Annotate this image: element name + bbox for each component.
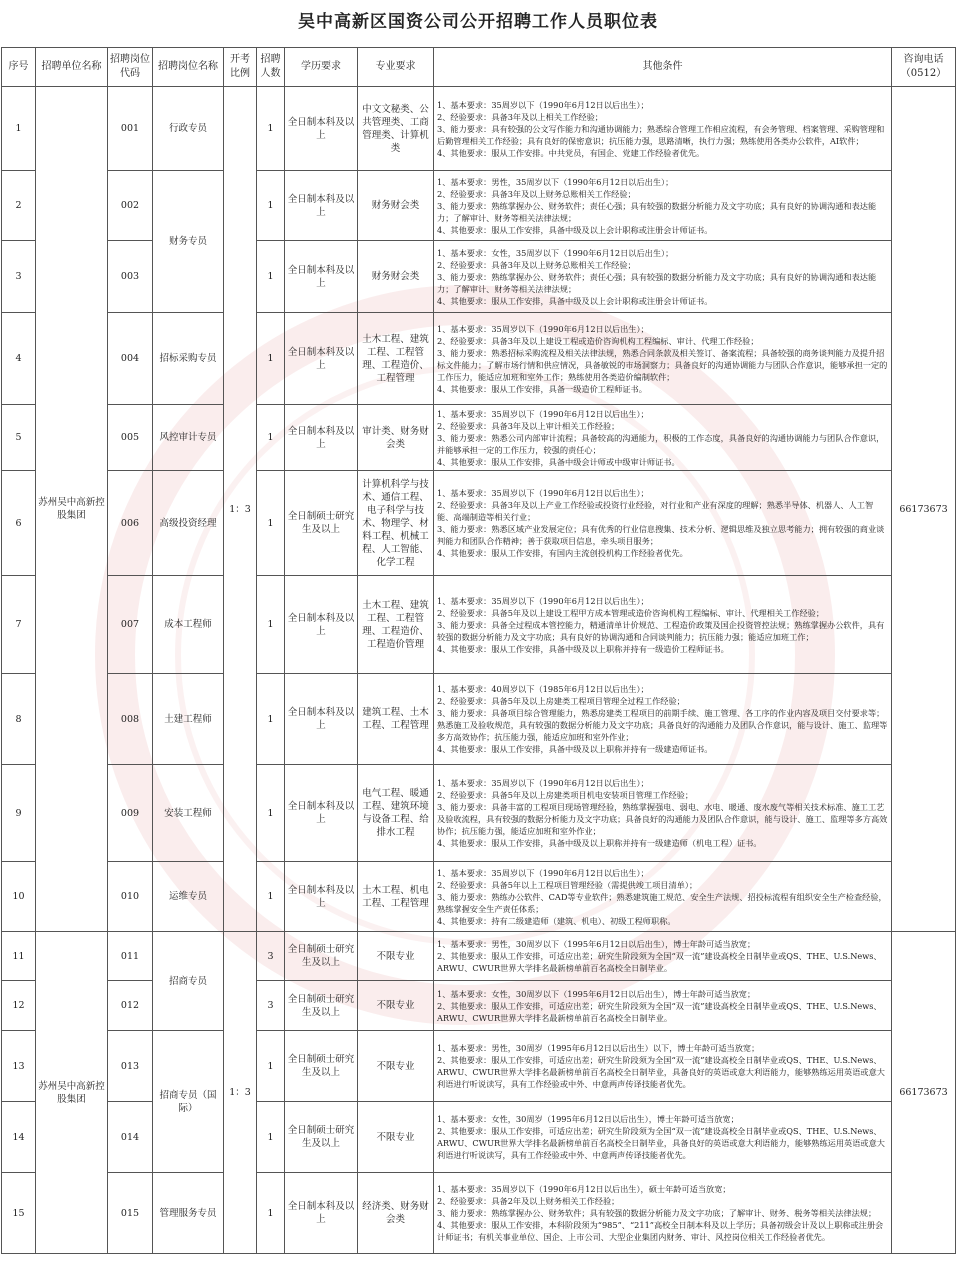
condition-line: 2、经验要求：具备3年及以上财务总账相关工作经验；: [437, 259, 636, 270]
row-index: 4: [2, 313, 36, 405]
other-conditions: [434, 576, 892, 674]
condition-line: 2、经验要求：具备2年及以上财务相关工作经验；: [437, 1196, 620, 1206]
condition-line: 4、其他要求：服从工作安排。中共党员，有国企、党建工作经验者优先。: [437, 147, 705, 158]
row-index: 9: [2, 765, 36, 862]
post-code: 006: [108, 471, 153, 576]
page-title: 吴中高新区国资公司公开招聘工作人员职位表: [298, 12, 658, 32]
condition-line: 2、经验要求：具备3年及以上相关工作经验；: [437, 111, 603, 122]
post-code: 012: [108, 981, 153, 1031]
job-table: [1, 47, 956, 1254]
post-name: 土建工程师: [153, 674, 224, 765]
header-phone: 咨询电话（0512）: [892, 48, 956, 87]
other-conditions: [434, 1031, 892, 1102]
table-row: [2, 1102, 956, 1173]
education-requirement: 全日制本科及以上: [285, 765, 358, 862]
table-row: [2, 765, 956, 862]
post-name: 管理服务专员: [153, 1173, 224, 1254]
row-index: 15: [2, 1173, 36, 1254]
major-requirement: 经济类、财务财会类: [358, 1173, 434, 1254]
other-conditions: [434, 313, 892, 405]
other-conditions: [434, 862, 892, 932]
header-row: [2, 48, 956, 87]
condition-line: 4、其他要求：服从工作安排，具备中级及以上职称并持有一级造价工程师证书。: [437, 643, 729, 654]
condition-line: 2、其他要求：服从工作安排，可适应出差；研究生阶段须为全国“双一流”建设高校全日制毕业或QS、THE、U.S.News、ARWU、CWUR世界大学排名最新榜单前百名高校全日制毕业。: [437, 1000, 882, 1023]
condition-line: 2、其他要求：服从工作安排，可适应出差；研究生阶段须为全国“双一流”建设高校全日制毕业或QS、THE、U.S.News、ARWU、CWUR世界大学排名最新榜单前百名高校全日制毕业，具备良好的英语或意大利语能力，能够熟练运用英语或意大利语进行听说读写，具有工作经验或中外、中意两声传译技能者优先。: [437, 1055, 885, 1089]
condition-line: 4、其他要求：服从工作安排，具备中级及以上职称并持有一级建造师（机电工程）证书。: [437, 838, 762, 848]
hire-count: 1: [257, 241, 285, 313]
education-requirement: 全日制本科及以上: [285, 674, 358, 765]
table-row: [2, 1031, 956, 1102]
education-requirement: 全日制本科及以上: [285, 87, 358, 171]
condition-line: 3、能力要求：熟练掌握办公、财务软件；责任心强；具有较强的数据分析能力及文字功底；具有良好的协调沟通和表达能力；了解审计、财务等相关法律法规；: [437, 200, 877, 223]
post-name: 成本工程师: [153, 576, 224, 674]
condition-line: 2、其他要求：服从工作安排，可适应出差；研究生阶段须为全国“双一流”建设高校全日制毕业或QS、THE、U.S.News、ARWU、CWUR世界大学排名最新榜单前百名高校全日制毕业，具备良好的英语或意大利语能力，能够熟练运用英语或意大利语进行听说读写，具有工作经验或中外、中意两声传译技能者优先。: [437, 1126, 885, 1160]
post-code: 005: [108, 405, 153, 471]
hire-count: 1: [257, 576, 285, 674]
table-row: [2, 471, 956, 576]
post-name: 高级投资经理: [153, 471, 224, 576]
post-name: 运维专员: [153, 862, 224, 932]
header-index: 序号: [2, 48, 36, 87]
condition-line: 4、其他要求：服从工作安排，有国内主流创投机构工作经验者优先。: [437, 548, 688, 558]
table-row: [2, 576, 956, 674]
post-name: 招标采购专员: [153, 313, 224, 405]
contact-phone: 66173673: [892, 932, 956, 1254]
education-requirement: 全日制硕士研究生及以上: [285, 1102, 358, 1173]
row-index: 5: [2, 405, 36, 471]
row-index: 1: [2, 87, 36, 171]
major-requirement: 不限专业: [358, 1102, 434, 1173]
condition-line: 4、其他要求：持有二级建造师（建筑、机电）、初级工程师职称。: [437, 915, 676, 926]
condition-line: 3、能力要求：熟练掌握办公、财务软件；责任心强；具有较强的数据分析能力及文字功底；具有良好的协调沟通和表达能力；了解审计、财务等相关法律法规；: [437, 271, 877, 294]
header-education: 学历要求: [285, 48, 358, 87]
other-conditions: [434, 1102, 892, 1173]
header-ratio: 开考比例: [224, 48, 257, 87]
other-conditions: [434, 241, 892, 313]
hire-count: 3: [257, 932, 285, 981]
exam-ratio: 1：3: [224, 87, 257, 932]
condition-line: 1、基本要求：女性，30周岁以下（1995年6月12日以后出生），博士年龄可适当放宽；: [437, 988, 756, 999]
condition-line: 1、基本要求：35周岁以下（1990年6月12日以后出生）；: [437, 488, 649, 498]
table-row: [2, 171, 956, 241]
row-index: 12: [2, 981, 36, 1031]
header-count: 招聘人数: [257, 48, 285, 87]
education-requirement: 全日制本科及以上: [285, 313, 358, 405]
post-code: 015: [108, 1173, 153, 1254]
major-requirement: 计算机科学与技术、通信工程、电子科学与技术、物理学、材料工程、机械工程、人工智能、化学工程: [358, 471, 434, 576]
row-index: 6: [2, 471, 36, 576]
condition-line: 1、基本要求：男性，30周岁（1995年6月12日以后出生）以下，博士年龄可适当放宽；: [437, 1043, 760, 1053]
post-name: 招商专员（国际）: [153, 1031, 224, 1173]
header-unit: 招聘单位名称: [36, 48, 108, 87]
condition-line: 4、其他要求：服从工作安排，具备中级及以上职称并持有一级建造师证书。: [437, 744, 713, 754]
table-row: [2, 674, 956, 765]
major-requirement: 建筑工程、土木工程、工程管理: [358, 674, 434, 765]
post-code: 014: [108, 1102, 153, 1173]
major-requirement: 不限专业: [358, 932, 434, 981]
major-requirement: 中文文秘类、公共管理类、工商管理类、计算机类: [358, 87, 434, 171]
condition-line: 3、能力要求：具备项目综合管理能力，熟悉房建类工程项目的前期手续、施工管理、各工序的作业内容及项目交付要求等；熟悉施工及验收规范，具有较强的数据分析能力及文字功底；具备良好的沟通能力及团队合作意识，能与设计、施工、监理等多方高效协作；抗压能力强，能适应加班和室外作业；: [437, 708, 888, 742]
other-conditions: [434, 932, 892, 981]
condition-line: 3、能力要求：熟练办公软件、CAD等专业软件；熟悉建筑施工规范、安全生产法规、招投标流程有组织安全生产检查经验，熟练掌握安全生产责任体系；: [437, 891, 887, 914]
table-row: [2, 862, 956, 932]
unit-name: 苏州吴中高新控股集团: [36, 87, 108, 932]
condition-line: 2、经验要求：具备5年及以上房建类工程项目管理全过程工作经验；: [437, 696, 685, 706]
hire-count: 1: [257, 1173, 285, 1254]
post-name: 财务专员: [153, 171, 224, 313]
post-code: 013: [108, 1031, 153, 1102]
hire-count: 3: [257, 981, 285, 1031]
header-code: 招聘岗位代码: [108, 48, 153, 87]
hire-count: 1: [257, 313, 285, 405]
post-code: 011: [108, 932, 153, 981]
condition-line: 1、基本要求：35周岁以下（1990年6月12日以后出生）；: [437, 778, 649, 788]
condition-line: 1、基本要求：35周岁以下（1990年6月12日以后出生），硕士年龄可适当放宽；: [437, 1184, 731, 1194]
major-requirement: 不限专业: [358, 1031, 434, 1102]
condition-line: 1、基本要求：35周岁以下（1990年6月12日以后出生）；: [437, 867, 649, 878]
post-name: 安装工程师: [153, 765, 224, 862]
condition-line: 4、其他要求：服从工作安排，具备中级及以上会计职称或注册会计师证书。: [437, 224, 713, 235]
table-row: [2, 313, 956, 405]
hire-count: 1: [257, 471, 285, 576]
post-code: 002: [108, 171, 153, 241]
contact-phone: 66173673: [892, 87, 956, 932]
condition-line: 3、能力要求：熟悉公司内部审计流程；具备较高的沟通能力，积极的工作态度，具备良好的沟通协调能力与团队合作意识，并能够承担一定的工作压力，较强的责任心；: [437, 432, 885, 455]
major-requirement: 土木工程、机电工程、工程管理: [358, 862, 434, 932]
row-index: 14: [2, 1102, 36, 1173]
major-requirement: 不限专业: [358, 981, 434, 1031]
post-code: 004: [108, 313, 153, 405]
condition-line: 3、能力要求：具有较强的公文写作能力和沟通协调能力；熟悉综合管理工作相应流程，有会务管理、档案管理、采购管理和后勤管理相关工作经验；具有良好的保密意识；抗压能力强，思路清晰，执行力强；熟练使用各类办公软件，AI软件；: [437, 123, 885, 146]
condition-line: 2、经验要求：具备3年及以上审计相关工作经验；: [437, 420, 620, 431]
major-requirement: 财务财会类: [358, 171, 434, 241]
header-other: 其他条件: [434, 48, 892, 87]
condition-line: 2、经验要求：具备3年及以上财务总账相关工作经验；: [437, 188, 636, 199]
education-requirement: 全日制硕士研究生及以上: [285, 471, 358, 576]
hire-count: 1: [257, 171, 285, 241]
unit-name: 苏州吴中高新控股集团: [36, 932, 108, 1254]
row-index: 11: [2, 932, 36, 981]
post-code: 007: [108, 576, 153, 674]
education-requirement: 全日制本科及以上: [285, 405, 358, 471]
other-conditions: [434, 87, 892, 171]
row-index: 3: [2, 241, 36, 313]
condition-line: 1、基本要求：男性，35周岁以下（1990年6月12日以后出生）；: [437, 176, 674, 187]
post-code: 009: [108, 765, 153, 862]
major-requirement: 土木工程、建筑工程、工程管理、工程造价、工程造价管理: [358, 576, 434, 674]
hire-count: 1: [257, 1102, 285, 1173]
hire-count: 1: [257, 765, 285, 862]
row-index: 2: [2, 171, 36, 241]
condition-line: 1、基本要求：35周岁以下（1990年6月12日以后出生）；: [437, 408, 649, 419]
post-name: 行政专员: [153, 87, 224, 171]
row-index: 8: [2, 674, 36, 765]
post-code: 010: [108, 862, 153, 932]
table-row: [2, 981, 956, 1031]
condition-line: 2、经验要求：具备3年及以上建设工程或造价咨询机构工程编标、审计、代理工作经验；: [437, 335, 759, 346]
condition-line: 1、基本要求：男性，30周岁以下（1995年6月12日以后出生），博士年龄可适当放宽；: [437, 939, 756, 949]
hire-count: 1: [257, 87, 285, 171]
education-requirement: 全日制硕士研究生及以上: [285, 1031, 358, 1102]
major-requirement: 土木工程、建筑工程、工程管理、工程造价、工程管理: [358, 313, 434, 405]
other-conditions: [434, 171, 892, 241]
education-requirement: 全日制本科及以上: [285, 862, 358, 932]
condition-line: 4、其他要求：服从工作安排，具备一级造价工程师证书。: [437, 383, 647, 394]
condition-line: 2、经验要求：具备3年及以上产业工作经验或投资行业经验，对行业和产业有深度的理解；熟悉半导体、机器人、人工智能、高端制造等相关行业；: [437, 500, 874, 522]
condition-line: 4、其他要求：服从工作安排，具备中级及以上会计职称或注册会计师证书。: [437, 295, 713, 306]
education-requirement: 全日制本科及以上: [285, 1173, 358, 1254]
education-requirement: 全日制本科及以上: [285, 576, 358, 674]
education-requirement: 全日制本科及以上: [285, 241, 358, 313]
major-requirement: 财务财会类: [358, 241, 434, 313]
condition-line: 3、能力要求：具备丰富的工程项目现场管理经验，熟练掌握强电、弱电、水电、暖通、废水废气等相关技术标准、施工工艺及验收流程，具有较强的数据分析能力及文字功底；具备良好的沟通能力及团队合作意识，能与设计、施工、监理等多方高效协作；抗压能力强，能适应加班和室外作业；: [437, 802, 888, 836]
condition-line: 3、能力要求：熟练掌握办公、财务软件；具有较强的数据分析能力及文字功底；了解审计、财务、税务等相关法律法规；: [437, 1208, 877, 1218]
condition-line: 4、其他要求：服从工作安排，本科阶段须为“985”、“211”高校全日制本科及以上学历；具备初级会计及以上职称或注册会计师证书；有机关事业单位、国企、上市公司、大型企业集团内财务、审计、风控岗位相关工作经验者优先。: [437, 1220, 884, 1242]
table-row: [2, 932, 956, 981]
row-index: 7: [2, 576, 36, 674]
row-index: 13: [2, 1031, 36, 1102]
other-conditions: [434, 1173, 892, 1254]
other-conditions: [434, 981, 892, 1031]
post-name: 风控审计专员: [153, 405, 224, 471]
condition-line: 3、能力要求：熟悉区域产业发展定位；具有优秀的行业信息搜集、技术分析、逻辑思维及独立思考能力；拥有较强的商业谈判能力和团队合作精神；善于获取项目信息，牵头项目服务；: [437, 524, 885, 546]
header-post: 招聘岗位名称: [153, 48, 224, 87]
table-row: [2, 1173, 956, 1254]
condition-line: 1、基本要求：35周岁以下（1990年6月12日以后出生）；: [437, 323, 649, 334]
condition-line: 2、经验要求：具备5年及以上房建类项目机电安装项目管理工作经验；: [437, 790, 694, 800]
hire-count: 1: [257, 674, 285, 765]
post-name: 招商专员: [153, 932, 224, 1031]
condition-line: 1、基本要求：35周岁以下（1990年6月12日以后出生）；: [437, 99, 649, 110]
hire-count: 1: [257, 1031, 285, 1102]
header-major: 专业要求: [358, 48, 434, 87]
condition-line: 2、其他要求：服从工作安排，可适应出差；研究生阶段须为全国“双一流”建设高校全日制毕业或QS、THE、U.S.News、ARWU、CWUR世界大学排名最新榜单前百名高校全日制毕业。: [437, 951, 882, 973]
post-code: 003: [108, 241, 153, 313]
table-row: [2, 405, 956, 471]
other-conditions: [434, 471, 892, 576]
education-requirement: 全日制硕士研究生及以上: [285, 981, 358, 1031]
condition-line: 3、能力要求：具备全过程成本管控能力，精通清单计价规范、工程造价政策及国企投资管控法规；熟练掌握办公软件，具有较强的数据分析能力及文字功底；具有良好的协调沟通和合同谈判能力；抗压能力强；能适应加班工作；: [437, 619, 885, 642]
condition-line: 1、基本要求：40周岁以下（1985年6月12日以后出生）；: [437, 684, 649, 694]
table-row: [2, 241, 956, 313]
hire-count: 1: [257, 405, 285, 471]
row-index: 10: [2, 862, 36, 932]
hire-count: 1: [257, 862, 285, 932]
post-code: 001: [108, 87, 153, 171]
condition-line: 4、其他要求：服从工作安排，具备中级会计师或中级审计师证书。: [437, 456, 680, 467]
condition-line: 3、能力要求：熟悉招标采购流程及相关法律法规，熟悉合同条款及相关签订、备案流程；具备较强的商务谈判能力及提升招标文件能力；了解市场行情和供应情况，具备敏锐的市场洞察力；具备良好的沟通协调能力与团队合作意识，能够承担一定的工作压力，能适应加班和室外工作；熟练使用各类造价编制软件；: [437, 347, 888, 382]
condition-line: 2、经验要求：具备5年及以上建设工程甲方成本管理或造价咨询机构工程编标、审计、代理相关工作经验；: [437, 607, 825, 618]
condition-line: 1、基本要求：女性，30周岁（1995年6月12日以后出生），博士年龄可适当放宽；: [437, 1114, 739, 1124]
major-requirement: 电气工程、暖通工程、建筑环境与设备工程、给排水工程: [358, 765, 434, 862]
condition-line: 1、基本要求：女性，35周岁以下（1990年6月12日以后出生）；: [437, 247, 674, 258]
post-code: 008: [108, 674, 153, 765]
education-requirement: 全日制本科及以上: [285, 171, 358, 241]
table-row: [2, 87, 956, 171]
other-conditions: [434, 674, 892, 765]
major-requirement: 审计类、财务财会类: [358, 405, 434, 471]
condition-line: 2、经验要求：具备5年以上工程项目管理经验（需提供竣工项目清单）；: [437, 879, 698, 890]
exam-ratio: 1：3: [224, 932, 257, 1254]
condition-line: 1、基本要求：35周岁以下（1990年6月12日以后出生）；: [437, 595, 649, 606]
other-conditions: [434, 765, 892, 862]
education-requirement: 全日制硕士研究生及以上: [285, 932, 358, 981]
other-conditions: [434, 405, 892, 471]
